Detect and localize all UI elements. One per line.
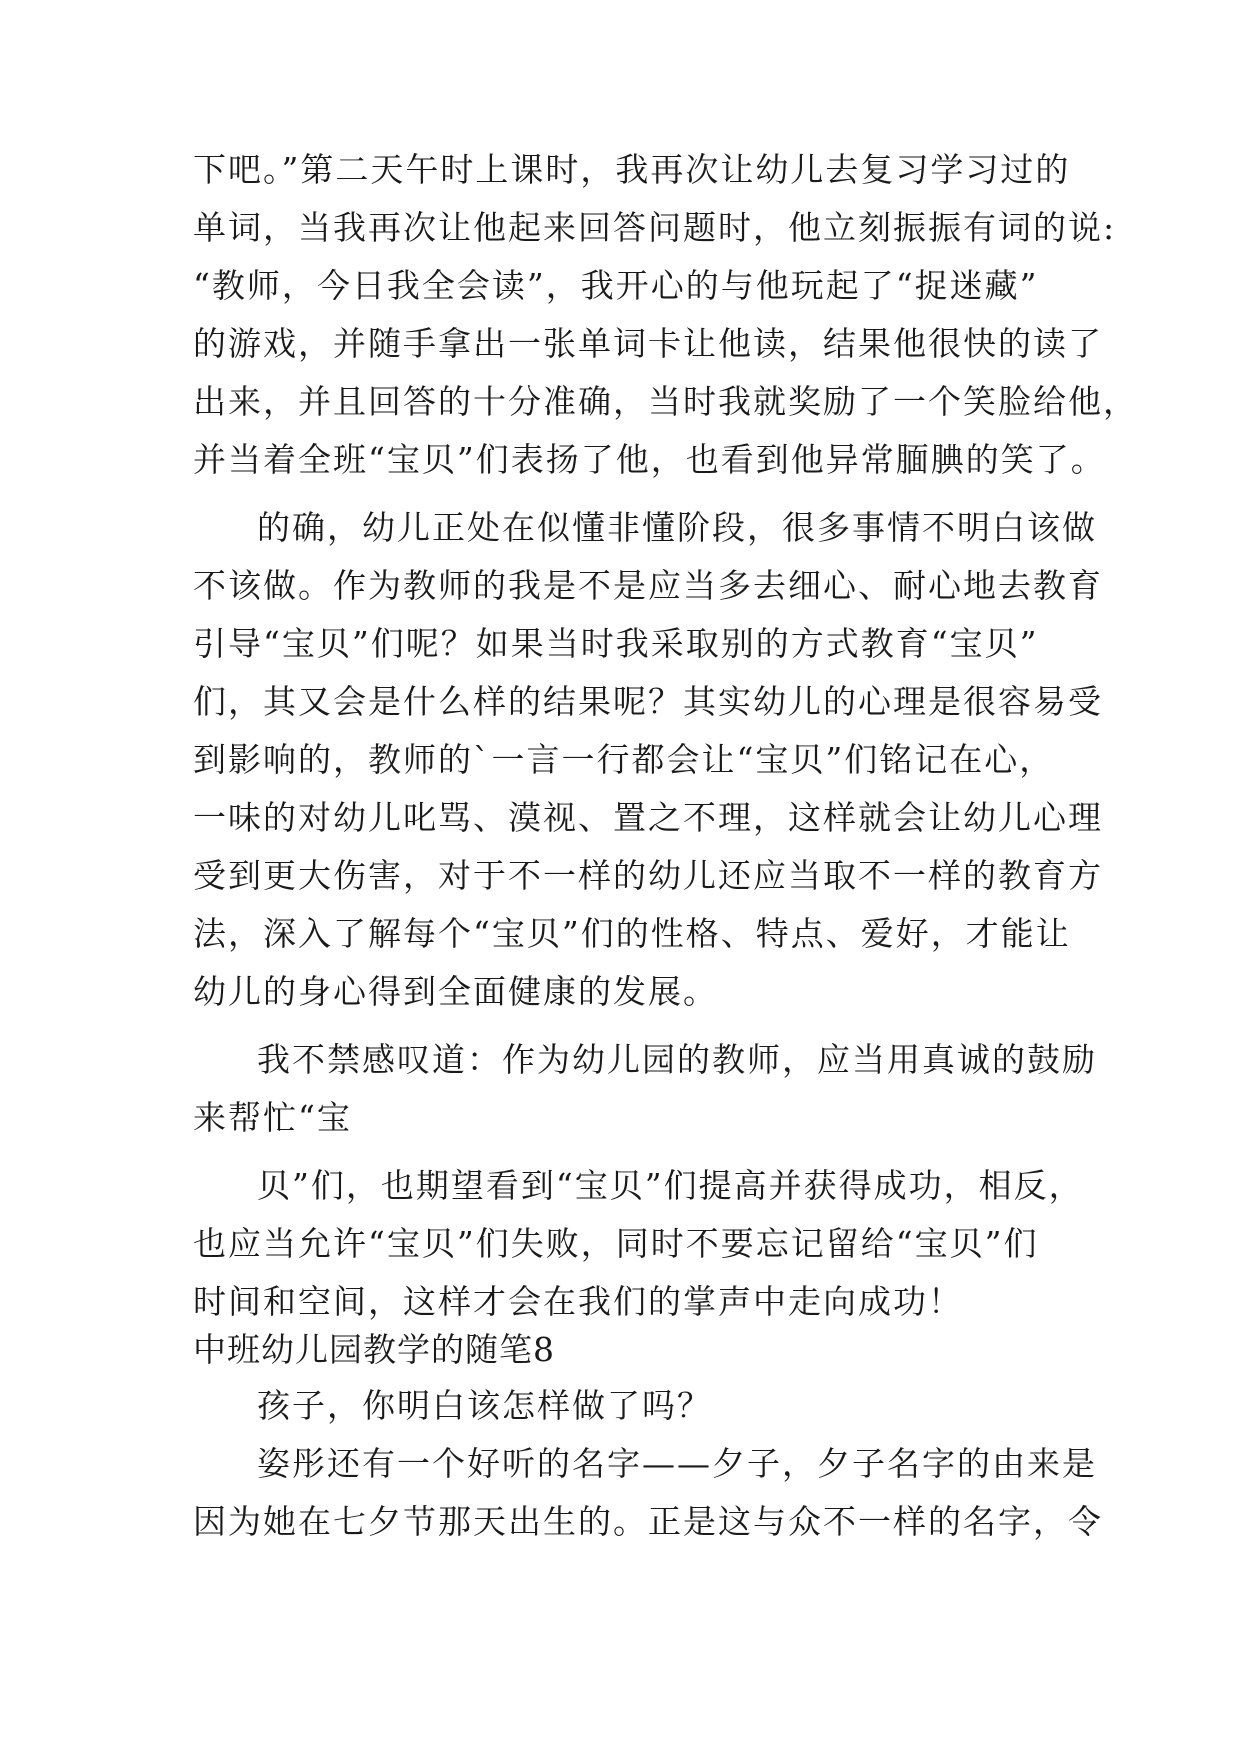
text-line: 的游戏，并随手拿出一张单词卡让他读，结果他很快的读了 xyxy=(193,324,1103,363)
text-line: 引导“宝贝”们呢？如果当时我采取别的方式教育“宝贝” xyxy=(193,624,1039,663)
paragraph-first-line: 贝”们，也期望看到“宝贝”们提高并获得成功，相反， xyxy=(257,1166,1084,1205)
text-line: 不该做。作为教师的我是不是应当多去细心、耐心地去教育 xyxy=(193,566,1103,605)
text-line: 并当着全班“宝贝”们表扬了他，也看到他异常腼腆的笑了。 xyxy=(193,440,1106,479)
text-line: 时间和空间，这样才会在我们的掌声中走向成功！ xyxy=(193,1282,963,1321)
text-line: 幼儿的身心得到全面健康的发展。 xyxy=(193,972,718,1011)
paragraph-first-line: 孩子，你明白该怎样做了吗？ xyxy=(257,1386,712,1425)
text-line: 到影响的，教师的`一言一行都会让“宝贝”们铭记在心， xyxy=(193,740,1055,779)
text-line: 出来，并且回答的十分准确，当时我就奖励了一个笑脸给他， xyxy=(193,382,1138,421)
paragraph-first-line: 的确，幼儿正处在似懂非懂阶段，很多事情不明白该做 xyxy=(257,508,1097,547)
section-heading: 中班幼儿园教学的随笔8 xyxy=(193,1330,555,1369)
text-line: “教师，今日我全会读”，我开心的与他玩起了“捉迷藏” xyxy=(193,266,1039,305)
paragraph-first-line: 姿彤还有一个好听的名字——夕子，夕子名字的由来是 xyxy=(257,1444,1097,1483)
text-line: 单词，当我再次让他起来回答问题时，他立刻振振有词的说: xyxy=(193,208,1117,247)
text-line: 来帮忙“宝 xyxy=(193,1098,352,1137)
text-line: 们，其又会是什么样的结果呢？其实幼儿的心理是很容易受 xyxy=(193,682,1103,721)
text-line: 下吧。”第二天午时上课时，我再次让幼儿去复习学习过的 xyxy=(193,150,1071,189)
text-line: 因为她在七夕节那天出生的。正是这与众不一样的名字，令 xyxy=(193,1502,1103,1541)
paragraph-first-line: 我不禁感叹道：作为幼儿园的教师，应当用真诚的鼓励 xyxy=(257,1040,1097,1079)
text-line: 受到更大伤害，对于不一样的幼儿还应当取不一样的教育方 xyxy=(193,856,1103,895)
text-line: 也应当允许“宝贝”们失败，同时不要忘记留给“宝贝”们 xyxy=(193,1224,1039,1263)
text-line: 法，深入了解每个“宝贝”们的性格、特点、爱好，才能让 xyxy=(193,914,1071,953)
text-line: 一味的对幼儿叱骂、漠视、置之不理，这样就会让幼儿心理 xyxy=(193,798,1103,837)
